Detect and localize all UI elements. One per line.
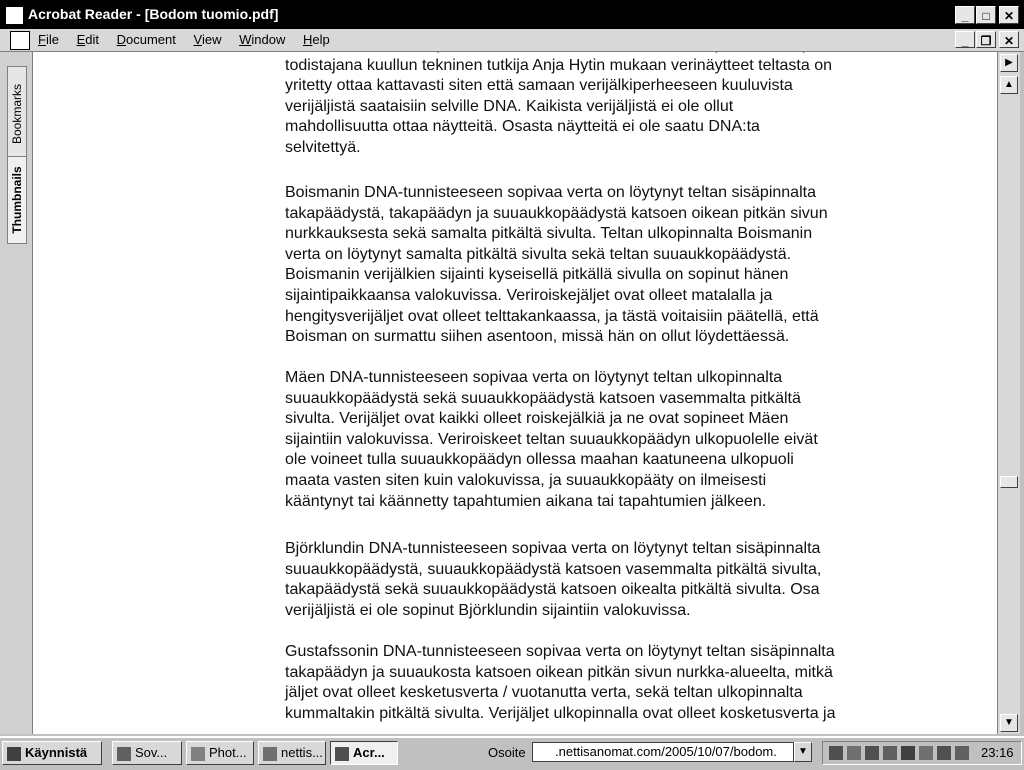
address-input[interactable]: .nettisanomat.com/2005/10/07/bodom.: [532, 742, 794, 762]
text-line: Boisman on surmattu siihen asentoon, missä hän on ollut löydettäessä.: [285, 328, 790, 346]
menu-help[interactable]: Help: [302, 32, 330, 47]
task-label: Sov...: [135, 745, 168, 760]
acrobat-app-icon[interactable]: [5, 6, 24, 25]
paragraph: [285, 368, 925, 512]
task-button-phot[interactable]: [186, 741, 254, 765]
app-icon: [117, 747, 131, 761]
tray-icon[interactable]: [937, 746, 951, 760]
window-title: Acrobat Reader - [Bodom tuomio.pdf]: [28, 6, 279, 22]
navigation-pane: [0, 52, 33, 734]
browser-icon: [263, 747, 277, 761]
tray-icon[interactable]: [919, 746, 933, 760]
maximize-button[interactable]: □: [976, 6, 996, 24]
text-line: [285, 56, 925, 77]
document-page[interactable]: [33, 52, 997, 734]
text-line: Mäen DNA-tunnisteeseen sopivaa verta on löytynyt teltan ulkopinnalta: [285, 369, 783, 386]
text-line: ole voineet tulla suuaukkopäädyn ollessa maahan kaatuneena ulkopuoli: [285, 451, 794, 469]
minimize-button[interactable]: _: [955, 6, 975, 24]
speaker-icon[interactable]: [865, 746, 879, 760]
tab-bookmarks[interactable]: [7, 66, 27, 162]
menu-window[interactable]: Window: [239, 32, 286, 47]
text-line: Björklundin DNA-tunnisteeseen sopivaa verta on löytynyt teltan sisäpinnalta: [285, 540, 821, 557]
doc-minimize-button[interactable]: _: [955, 31, 975, 48]
task-label: Acr...: [353, 745, 385, 760]
clock: 23:16: [981, 745, 1014, 760]
tab-thumbnails-label: Thumbnails: [10, 166, 24, 234]
title-bar: [0, 0, 1024, 29]
text-line: sivulta. Verijäljet ovat kaikki olleet roiskejälkiä ja ne ovat sopineet Mäen: [285, 410, 789, 428]
tab-bookmarks-label: Bookmarks: [10, 83, 24, 145]
start-button[interactable]: [2, 741, 102, 765]
tab-thumbnails[interactable]: [7, 156, 27, 244]
text-line: jäljet ovat olleet kesketusverta / vuotanutta verta, sekä teltan ulkopinnalta: [285, 684, 803, 702]
close-button[interactable]: ✕: [999, 6, 1019, 24]
text-line: verta on löytynyt samalta pitkältä sivulta sekä teltan suuaukkopäädystä.: [285, 245, 792, 263]
menu-file[interactable]: File: [38, 32, 59, 47]
task-button-sov[interactable]: [112, 741, 182, 765]
tray-icon[interactable]: [883, 746, 897, 760]
address-label: Osoite: [488, 745, 526, 760]
paragraph: [285, 183, 925, 348]
tray-icon[interactable]: [955, 746, 969, 760]
text-line: yritetty ottaa kattavasti siten että samaan verijälkiperheeseen kuuluvista: [285, 77, 793, 95]
menu-bar: [0, 29, 1024, 52]
scroll-down-arrow-icon[interactable]: ▼: [1000, 714, 1018, 732]
start-label: Käynnistä: [25, 745, 88, 760]
task-label: Phot...: [209, 745, 247, 760]
menu-edit[interactable]: Edit: [76, 32, 99, 47]
menu-document[interactable]: Document: [116, 32, 176, 47]
tray-icon[interactable]: [829, 746, 843, 760]
windows-logo-icon: [7, 747, 21, 761]
text-line: sijaintiin valokuvissa. Veriroiskeet teltan suuaukkopäädyn ulkopuolelle eivät: [285, 430, 818, 448]
address-dropdown-icon[interactable]: ▼: [794, 742, 812, 762]
text-line: nurkkauksesta sekä samalta pitkältä sivulta. Teltan ulkopinnalta Boismanin: [285, 225, 813, 243]
text-line: verijäljistä saataisiin selville DNA. Kaikista verijäljistä ei ole ollut: [285, 97, 734, 115]
text-line: suuaukkopäädystä, suuaukkopäädystä katsoen vasemmalta pitkältä sivulta,: [285, 560, 822, 578]
task-label: nettis...: [281, 745, 323, 760]
text-line: Gustafssonin DNA-tunnisteeseen sopivaa verta on löytynyt teltan sisäpinnalta: [285, 643, 835, 660]
paragraph: [285, 539, 925, 621]
doc-close-button[interactable]: ✕: [999, 31, 1019, 48]
text-line: kummaltakin pitkältä sivulta. Verijäljet ulkopinnalla ovat olleet kosketusverta ja: [285, 704, 836, 722]
scroll-up-arrow-icon[interactable]: ▲: [1000, 76, 1018, 94]
vertical-scrollbar[interactable]: [997, 52, 1020, 734]
task-button-nettis[interactable]: [258, 741, 326, 765]
text-line: takapäädyn ja suuaukosta katsoen oikean pitkän sivun nurkka-alueelta, mitkä: [285, 663, 833, 681]
text-line: Boismanin verijälkien sijainti kyseisellä pitkällä sivulla on sopinut hänen: [285, 266, 789, 284]
text-line: suuaukkopäädystä sekä suuaukkopäädystä katsoen vasemmalta pitkältä: [285, 389, 801, 407]
paragraph: [285, 642, 925, 724]
text-line: sijaintipaikkaansa valokuvissa. Veriroiskejäljet ovat olleet matalalla ja: [285, 286, 773, 304]
text-line-segment: todistajana kuullun tekninen tutkija Anja Hytin mukaan verinäytteet teltasta on: [285, 56, 832, 74]
text-line: takapäädystä sekä suuaukkopäädystä katsoen oikealta pitkältä sivulta. Osa: [285, 581, 820, 599]
tray-icon[interactable]: [847, 746, 861, 760]
text-line: selvitettyä.: [285, 138, 361, 156]
text-line: maata vasten siten kuin valokuvissa, ja suuaukkopääty on ilmeisesti: [285, 471, 767, 489]
text-line: verijäljistä ei ole sopinut Björklundin sijaintiin valokuvissa.: [285, 601, 691, 619]
scroll-right-arrow-icon[interactable]: ▶: [1000, 54, 1018, 72]
text-line: kääntynyt tai käännetty tapahtumien aikana tai tapahtumien jälkeen.: [285, 492, 767, 510]
paragraph: [285, 52, 925, 159]
text-line: Boismanin DNA-tunnisteeseen sopivaa verta on löytynyt teltan sisäpinnalta: [285, 184, 816, 201]
system-tray: [822, 741, 1022, 765]
taskbar: [0, 736, 1024, 770]
app-icon: [191, 747, 205, 761]
task-button-acrobat[interactable]: [330, 741, 398, 765]
network-icon[interactable]: [901, 746, 915, 760]
text-line: mahdollisuutta ottaa näytteitä. Osasta näytteitä ei ole saatu DNA:ta: [285, 118, 760, 136]
text-line: takapäädystä, takapäädyn ja suuaukkopäädystä katsoen oikean pitkän sivun: [285, 204, 828, 222]
doc-restore-button[interactable]: ❐: [976, 31, 996, 48]
text-line: hengitysverijäljet ovat olleet telttakankaassa, ja tästä voitaisiin päätellä, että: [285, 307, 819, 325]
acrobat-icon: [335, 747, 349, 761]
menu-view[interactable]: View: [193, 32, 222, 47]
scroll-thumb[interactable]: [1000, 476, 1018, 488]
